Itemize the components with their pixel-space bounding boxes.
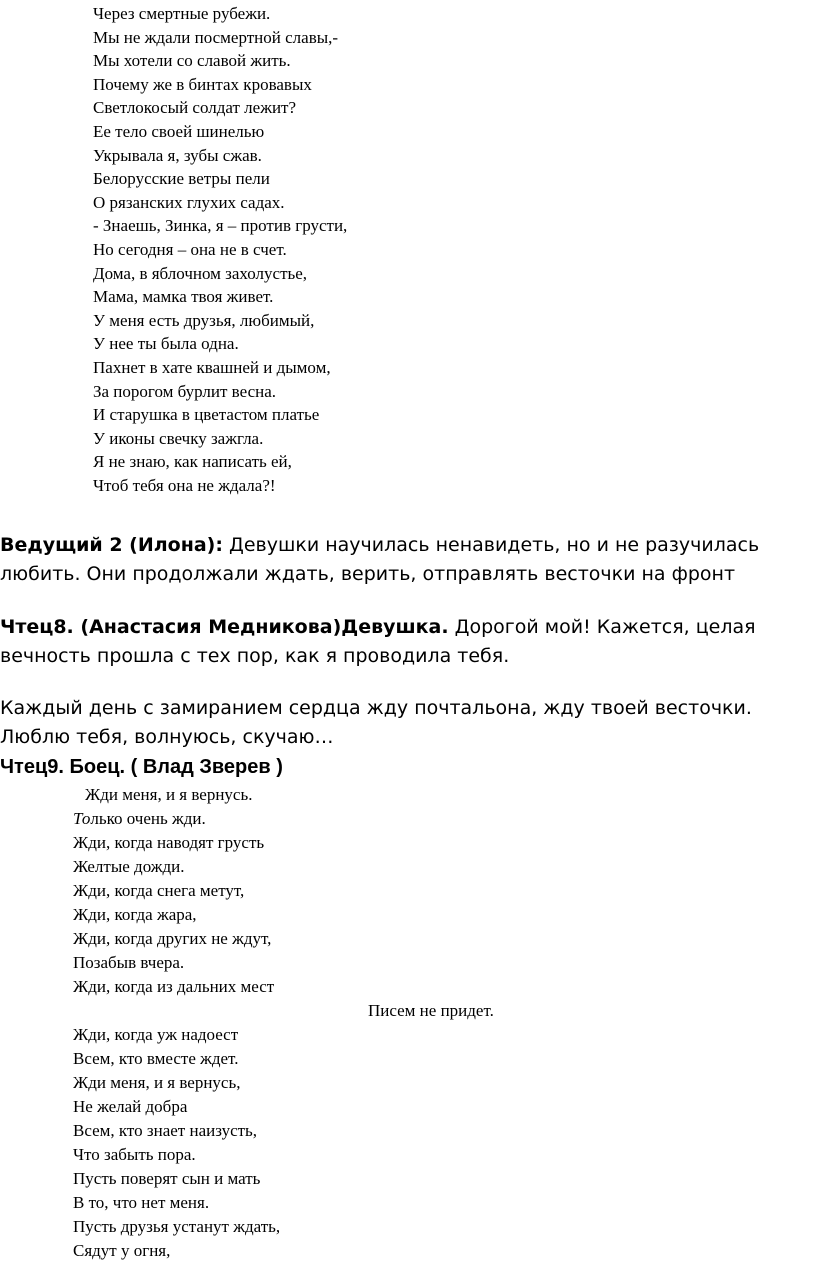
paragraph-line: Люблю тебя, волнуюсь, скучаю…	[0, 726, 334, 748]
poem-line: Жди, когда снега метут,	[73, 881, 245, 900]
poem-line: Мы хотели со славой жить.	[93, 51, 291, 71]
host-2-paragraph	[0, 531, 816, 589]
italic-fragment: То	[73, 809, 91, 828]
paragraph-line: Каждый день с замиранием сердца жду почтальона, жду твоей весточки.	[0, 697, 752, 719]
paragraph-line	[0, 531, 816, 560]
reader-8-paragraph	[0, 613, 816, 671]
poem-line: О рязанских глухих садах.	[93, 192, 285, 212]
speaker-label: Чтец8. (Анастасия Медникова)Девушка.	[0, 616, 449, 638]
poem-part-2	[73, 783, 773, 1263]
poem-line: Писем не придет.	[368, 1001, 494, 1020]
speaker-label: Ведущий 2 (Илона):	[0, 534, 223, 556]
poem-line: Белорусские ветры пели	[93, 169, 270, 189]
poem-line: Через смертные рубежи.	[93, 4, 271, 23]
poem-line: Жди, когда наводят грусть	[73, 833, 265, 852]
poem-line: Мы не ждали посмертной славы,-	[93, 27, 339, 47]
paragraph-line	[0, 613, 816, 642]
letter-paragraph	[0, 694, 816, 752]
poem-line: Жди меня, и я вернусь.	[85, 785, 253, 804]
paragraph-line: любить. Они продолжали ждать, верить, отправлять весточки на фронт	[0, 563, 736, 585]
reader-9-heading: Чтец9. Боец. ( Влад Зверев )	[0, 756, 283, 778]
paragraph-line: вечность прошла с тех пор, как я проводила тебя.	[0, 645, 510, 667]
poem-line: Желтые дожди.	[73, 857, 185, 876]
paragraph-text: Девушки научилась ненавидеть, но и не разучилась	[222, 534, 760, 556]
poem-line: Светлокосый солдат лежит?	[93, 98, 297, 118]
poem-line	[73, 807, 773, 831]
poem-line: Чтоб тебя она не ждала?!	[93, 475, 276, 495]
poem-line: Жди меня, и я вернусь,	[73, 1073, 241, 1092]
poem-line-rest: лько очень жди.	[90, 809, 206, 828]
poem-line: Пахнет в хате квашней и дымом,	[93, 357, 331, 377]
poem-line: Жди, когда уж надоест	[73, 1025, 239, 1044]
poem-line: Что забыть пора.	[73, 1145, 196, 1164]
poem-line: Я не знаю, как написать ей,	[93, 452, 292, 472]
poem-line: Но сегодня – она не в счет.	[93, 239, 287, 259]
poem-line: За порогом бурлит весна.	[93, 381, 277, 401]
poem-line: Пусть друзья устанут ждать,	[73, 1217, 281, 1236]
poem-line: Пусть поверят сын и мать	[73, 1169, 261, 1188]
poem-line: У иконы свечку зажгла.	[93, 428, 264, 448]
paragraph-text: Дорогой мой! Кажется, целая	[448, 616, 756, 638]
poem-line: Жди, когда жара,	[73, 905, 197, 924]
poem-line: Всем, кто знает наизусть,	[73, 1121, 258, 1140]
poem-line: В то, что нет меня.	[73, 1193, 210, 1212]
poem-line: Сядут у огня,	[73, 1241, 171, 1260]
poem-line: Укрывала я, зубы сжав.	[93, 145, 262, 165]
poem-line: Жди, когда других не ждут,	[73, 929, 272, 948]
poem-line: - Знаешь, Зинка, я – против грусти,	[93, 216, 348, 236]
poem-part-1	[93, 2, 347, 497]
poem-line: У меня есть друзья, любимый,	[93, 310, 315, 330]
poem-line: Позабыв вчера.	[73, 953, 185, 972]
poem-line: Всем, кто вместе ждет.	[73, 1049, 239, 1068]
poem-line: Ее тело своей шинелью	[93, 121, 265, 141]
poem-line: У нее ты была одна.	[93, 334, 239, 354]
poem-line: И старушка в цветастом платье	[93, 405, 320, 425]
poem-line: Дома, в яблочном захолустье,	[93, 263, 308, 283]
poem-line: Не желай добра	[73, 1097, 188, 1116]
poem-line: Мама, мамка твоя живет.	[93, 287, 274, 307]
poem-line: Почему же в бинтах кровавых	[93, 74, 312, 94]
poem-line: Жди, когда из дальних мест	[73, 977, 275, 996]
